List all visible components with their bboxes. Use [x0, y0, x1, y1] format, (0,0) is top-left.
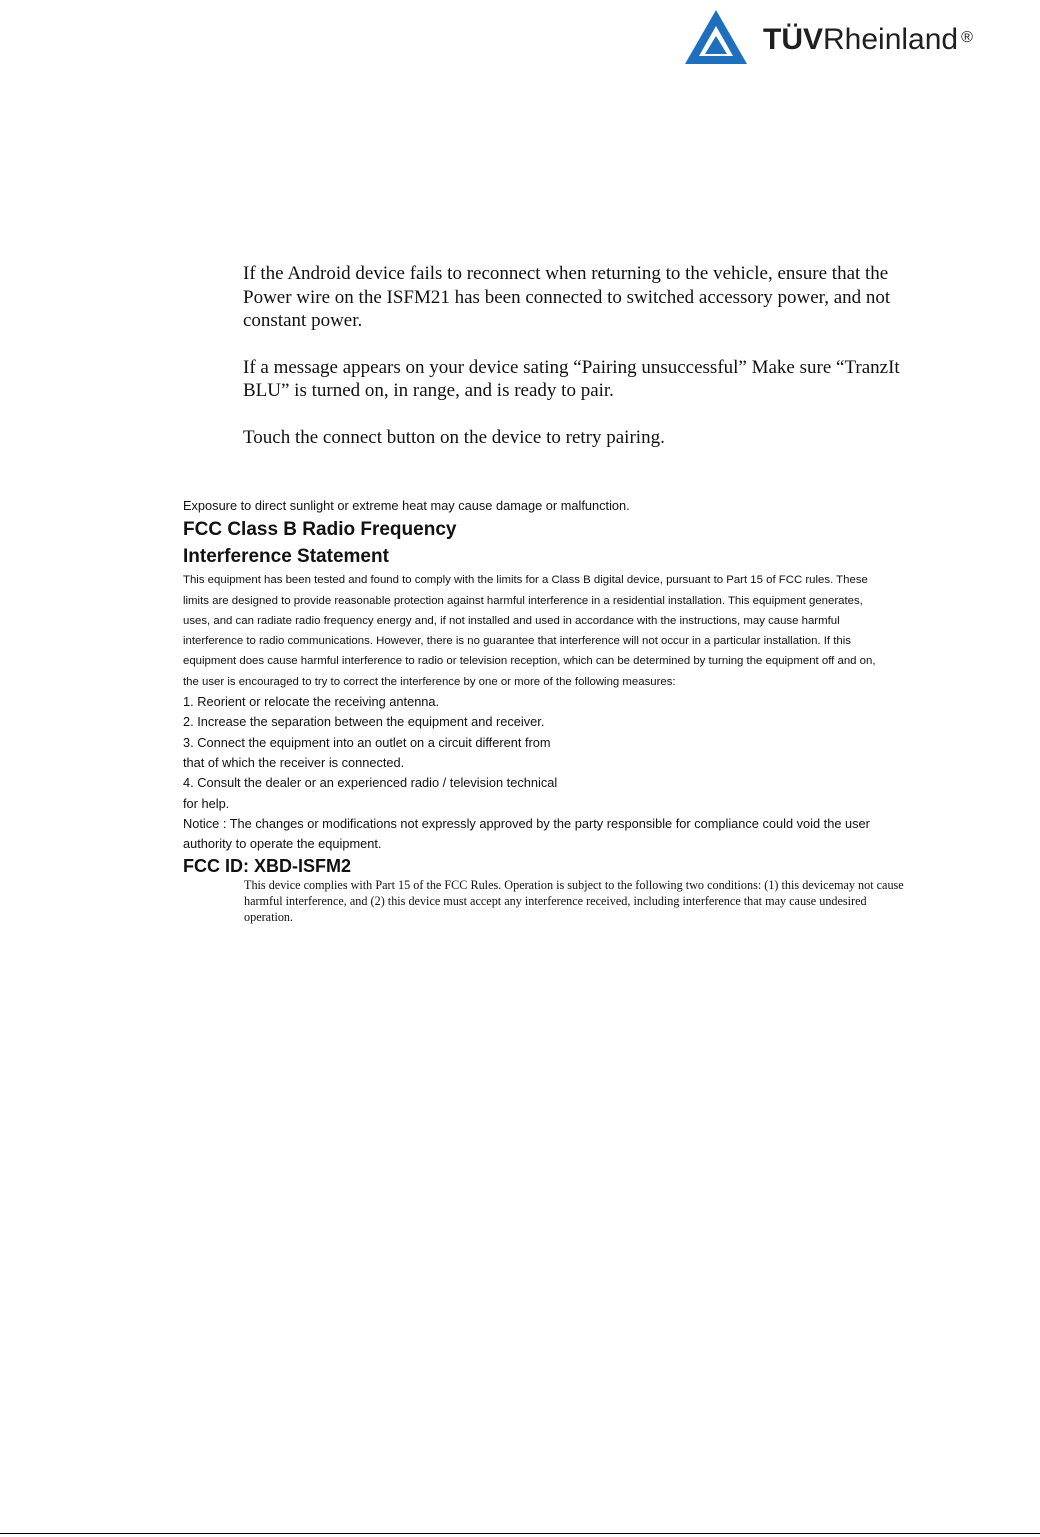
exposure-warning: Exposure to direct sunlight or extreme heat may cause damage or malfunction.: [183, 498, 630, 513]
brand-bold: TÜV: [763, 23, 823, 56]
tuv-rheinland-logo: [683, 8, 1013, 68]
statement-line: equipment does cause harmful interference to radio or television reception, which can be determined by turning the equipment off and on,: [183, 655, 876, 668]
measure-item: that of which the receiver is connected.: [183, 754, 405, 770]
statement-line: interference to radio communications. However, there is no guarantee that interference will not occur in a particular installation. If this: [183, 635, 851, 648]
measure-item: 3. Connect the equipment into an outlet on a circuit different from: [183, 734, 551, 750]
registered-mark: ®: [961, 29, 973, 46]
measure-item: 1. Reorient or relocate the receiving antenna.: [183, 694, 440, 710]
fcc-section: [183, 496, 923, 925]
instruction-paragraph: If a message appears on your device sating “Pairing unsuccessful” Make sure “TranzIt BLU” is turned on, in range, and is ready to pair.: [243, 356, 900, 401]
notice-line: authority to operate the equipment.: [183, 836, 382, 852]
measure-item: for help.: [183, 795, 230, 811]
fcc-conditions: This device complies with Part 15 of the FCC Rules. Operation is subject to the following two conditions: (1) this devicemay not cause harmful interference, and (2) this device must accept any interference received, including interference that may cause undesired operation.: [244, 878, 904, 924]
measure-item: 4. Consult the dealer or an experienced radio / television technical: [183, 775, 558, 791]
notice-line: Notice : The changes or modifications not expressly approved by the party responsible for compliance could void the user: [183, 815, 870, 831]
measure-item: 2. Increase the separation between the equipment and receiver.: [183, 714, 545, 730]
instruction-paragraph: If the Android device fails to reconnect when returning to the vehicle, ensure that the Power wire on the ISFM21 has been connected to switched accessory power, and not constant power.: [243, 263, 891, 331]
statement-line: This equipment has been tested and found to comply with the limits for a Class B digital device, pursuant to Part 15 of FCC rules. These: [183, 574, 868, 587]
instruction-paragraph: Touch the connect button on the device to retry pairing.: [243, 426, 665, 448]
fcc-heading-line2: Interference Statement: [183, 546, 389, 568]
statement-line: limits are designed to provide reasonable protection against harmful interference in a residential installation. This equipment generates,: [183, 594, 863, 607]
statement-line: the user is encouraged to try to correct the interference by one or more of the following measures:: [183, 675, 676, 688]
brand-regular: Rheinland: [823, 23, 959, 56]
page-bottom-rule: [0, 1533, 1040, 1534]
fcc-heading-line1: FCC Class B Radio Frequency: [183, 519, 457, 541]
statement-line: uses, and can radiate radio frequency energy and, if not installed and used in accordance with the instructions, may cause harmful: [183, 614, 840, 627]
fcc-id: FCC ID: XBD-ISFM2: [183, 856, 351, 877]
brand-name: [763, 22, 973, 58]
triangle-logo-icon: [683, 8, 749, 68]
pairing-instructions: [243, 262, 913, 449]
